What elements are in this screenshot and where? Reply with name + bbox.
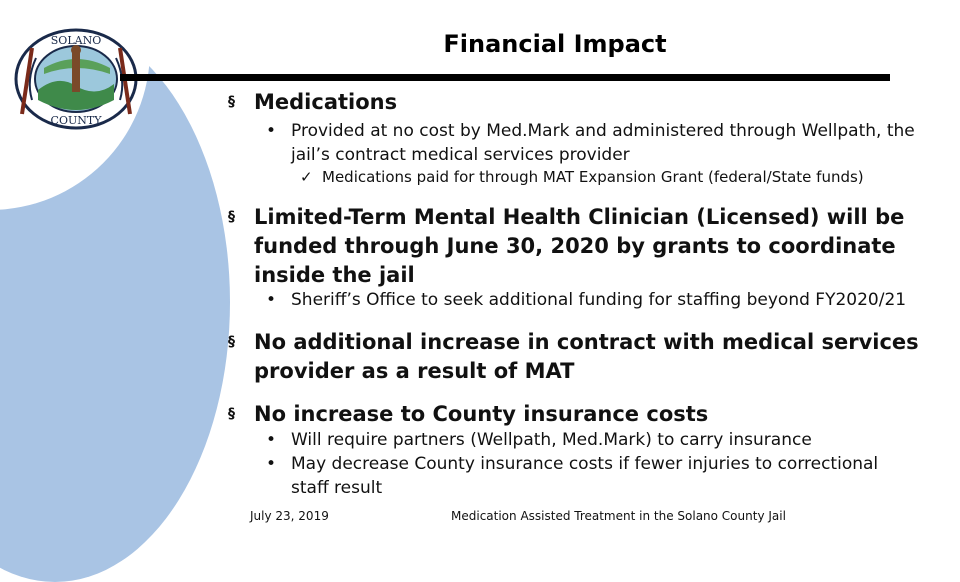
dot-bullet-icon: • [266, 121, 277, 141]
bullet-text: No increase to County insurance costs [254, 402, 709, 426]
seal-top-text: SOLANO [50, 34, 102, 47]
dot-bullet-icon: • [266, 430, 277, 450]
bullet-text: No additional increase in contract with medical services provider as a result of MAT [254, 330, 919, 383]
slide-title: Financial Impact [443, 30, 667, 58]
footer-caption: Medication Assisted Treatment in the Solano County Jail [451, 509, 786, 523]
sub-bullet-text: Sheriff’s Office to seek additional funding for staffing beyond FY2020/21 [291, 290, 907, 310]
dot-bullet-icon: • [266, 454, 277, 474]
bullet-text: Medications [254, 90, 398, 114]
dot-bullet-icon: • [266, 290, 277, 310]
sub-bullet-text: Provided at no cost by Med.Mark and administered through Wellpath, the jail’s contract medical services provider [291, 121, 915, 165]
square-bullet-icon: § [228, 406, 235, 422]
sub-bullet-text: May decrease County insurance costs if fewer injuries to correctional staff result [291, 454, 879, 498]
check-bullet-text: Medications paid for through MAT Expansion Grant (federal/State funds) [322, 168, 864, 186]
footer-date: July 23, 2019 [250, 509, 329, 523]
bullet-text: Limited-Term Mental Health Clinician (Licensed) will be funded through June 30, 2020 by grants to coordinate inside the jail [254, 205, 905, 287]
square-bullet-icon: § [228, 334, 235, 350]
square-bullet-icon: § [228, 94, 235, 110]
seal-bottom-text: COUNTY [50, 114, 102, 127]
title-divider [120, 74, 890, 81]
square-bullet-icon: § [228, 209, 235, 225]
checkmark-icon: ✓ [300, 168, 313, 186]
sub-bullet-text: Will require partners (Wellpath, Med.Mark) to carry insurance [291, 430, 812, 450]
